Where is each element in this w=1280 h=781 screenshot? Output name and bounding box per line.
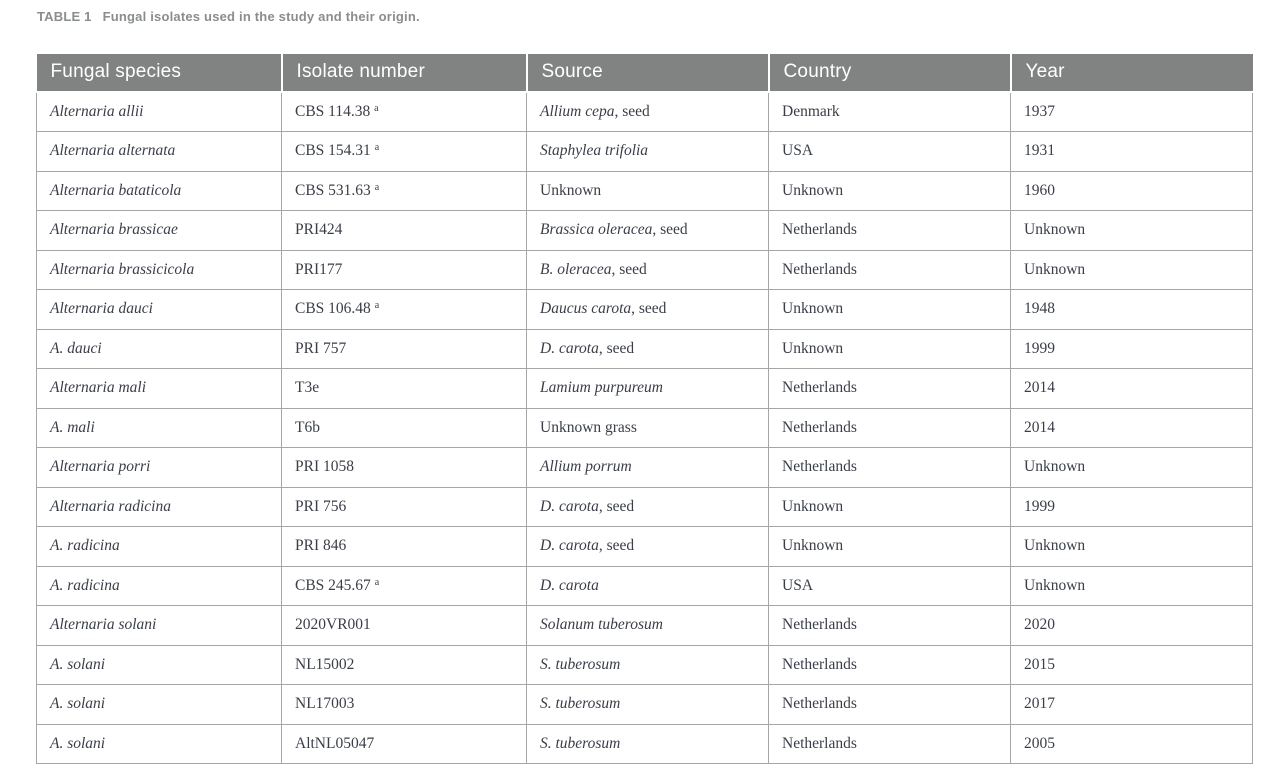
- column-header-year: Year: [1011, 54, 1253, 92]
- fungal-isolates-table: [36, 54, 1253, 764]
- country-cell: Netherlands: [769, 724, 1011, 764]
- table-caption-label: TABLE 1: [37, 9, 92, 24]
- year-cell: Unknown: [1011, 250, 1253, 290]
- table-row: [37, 171, 1253, 211]
- source-cell: [527, 369, 769, 409]
- source-cell: [527, 566, 769, 606]
- source-species-name: Daucus carota: [540, 300, 632, 318]
- source-cell: Allium cepa, seed: [527, 92, 769, 132]
- year-cell: Unknown: [1011, 448, 1253, 488]
- species-name: Alternaria allii: [50, 103, 144, 120]
- year-cell: 1931: [1011, 132, 1253, 172]
- species-cell: [37, 171, 282, 211]
- table-row: [37, 724, 1253, 764]
- species-cell: [37, 329, 282, 369]
- species-cell: [37, 645, 282, 685]
- country-cell: Unknown: [769, 290, 1011, 330]
- source-species-name: B. oleracea: [540, 260, 612, 278]
- table-row: [37, 211, 1253, 251]
- table-row: [37, 566, 1253, 606]
- isolate-footnote-marker: a: [374, 142, 380, 154]
- species-cell: [37, 211, 282, 251]
- source-cell: D. carota, seed: [527, 329, 769, 369]
- isolate-number-cell: T3e: [282, 369, 527, 409]
- source-species-name: Allium porrum: [540, 458, 632, 476]
- country-cell: Netherlands: [769, 448, 1011, 488]
- source-cell: [527, 606, 769, 646]
- species-cell: [37, 724, 282, 764]
- year-cell: 2005: [1011, 724, 1253, 764]
- year-cell: 2014: [1011, 408, 1253, 448]
- table-row: [37, 329, 1253, 369]
- source-species-name: S. tuberosum: [540, 655, 621, 673]
- isolate-number-cell: PRI 1058: [282, 448, 527, 488]
- species-cell: [37, 448, 282, 488]
- isolate-footnote-marker: a: [374, 181, 380, 193]
- species-name: Alternaria brassicae: [50, 221, 178, 239]
- year-cell: Unknown: [1011, 527, 1253, 567]
- species-cell: [37, 132, 282, 172]
- isolate-footnote-marker: a: [374, 300, 380, 312]
- year-cell: Unknown: [1011, 566, 1253, 606]
- source-cell: Unknown grass: [527, 408, 769, 448]
- table-header: [37, 54, 1253, 92]
- country-cell: Netherlands: [769, 606, 1011, 646]
- table-body: [37, 92, 1253, 764]
- source-cell: B. oleracea, seed: [527, 250, 769, 290]
- isolate-number-cell: NL15002: [282, 645, 527, 685]
- species-cell: [37, 408, 282, 448]
- table-caption-text: Fungal isolates used in the study and their origin.: [102, 9, 420, 24]
- country-cell: Netherlands: [769, 250, 1011, 290]
- country-cell: Unknown: [769, 527, 1011, 567]
- source-cell: Brassica oleracea, seed: [527, 211, 769, 251]
- source-cell: Unknown: [527, 171, 769, 211]
- table-row: [37, 369, 1253, 409]
- source-species-name: Lamium purpureum: [540, 379, 664, 397]
- table-row: [37, 408, 1253, 448]
- year-cell: 2015: [1011, 645, 1253, 685]
- isolate-footnote-marker: a: [374, 576, 380, 588]
- isolate-number-cell: CBS 154.31 $^a$: [282, 132, 527, 172]
- table-row: [37, 527, 1253, 567]
- isolate-number-cell: 2020VR001: [282, 606, 527, 646]
- species-cell: [37, 685, 282, 725]
- species-name: Alternaria mali: [50, 379, 147, 397]
- year-cell: 1948: [1011, 290, 1253, 330]
- isolate-number-cell: PRI 757: [282, 329, 527, 369]
- species-cell: [37, 527, 282, 567]
- source-cell: [527, 685, 769, 725]
- column-header-country: Country: [769, 54, 1011, 92]
- source-species-name: S. tuberosum: [540, 695, 621, 713]
- table-row: [37, 132, 1253, 172]
- source-cell: [527, 448, 769, 488]
- species-cell: [37, 369, 282, 409]
- isolate-number-cell: CBS 531.63 $^a$: [282, 171, 527, 211]
- table-row: [37, 606, 1253, 646]
- species-name: Alternaria dauci: [50, 300, 153, 318]
- isolate-number-cell: T6b: [282, 408, 527, 448]
- column-header-isolate-number: Isolate number: [282, 54, 527, 92]
- species-name: Alternaria bataticola: [50, 181, 182, 199]
- country-cell: Netherlands: [769, 645, 1011, 685]
- isolate-number-cell: PRI 756: [282, 487, 527, 527]
- source-cell: D. carota, seed: [527, 487, 769, 527]
- table-row: [37, 250, 1253, 290]
- species-name: Alternaria alternata: [50, 142, 176, 160]
- table-row: [37, 92, 1253, 132]
- source-species-name: D. carota: [540, 339, 599, 357]
- country-cell: Denmark: [769, 92, 1011, 132]
- species-name: Alternaria porri: [50, 458, 151, 476]
- table-row: [37, 290, 1253, 330]
- species-name: A. radicina: [50, 576, 120, 594]
- table-row: [37, 645, 1253, 685]
- species-name: A. dauci: [50, 339, 102, 357]
- source-cell: [527, 132, 769, 172]
- source-species-name: D. carota: [540, 537, 599, 555]
- species-name: A. solani: [50, 655, 106, 673]
- year-cell: 2017: [1011, 685, 1253, 725]
- isolate-number-cell: PRI177: [282, 250, 527, 290]
- species-cell: [37, 290, 282, 330]
- species-cell: [37, 487, 282, 527]
- country-cell: Unknown: [769, 171, 1011, 211]
- source-cell: Daucus carota, seed: [527, 290, 769, 330]
- year-cell: 1960: [1011, 171, 1253, 211]
- species-name: A. mali: [50, 418, 95, 436]
- source-species-name: D. carota: [540, 497, 599, 515]
- country-cell: Unknown: [769, 487, 1011, 527]
- isolate-number-cell: AltNL05047: [282, 724, 527, 764]
- species-name: A. radicina: [50, 537, 120, 555]
- country-cell: Netherlands: [769, 408, 1011, 448]
- isolate-number-cell: CBS 245.67 $^a$: [282, 566, 527, 606]
- country-cell: Netherlands: [769, 685, 1011, 725]
- source-cell: D. carota, seed: [527, 527, 769, 567]
- source-species-name: D. carota: [540, 576, 599, 594]
- year-cell: 1999: [1011, 329, 1253, 369]
- country-cell: USA: [769, 566, 1011, 606]
- isolate-number-cell: PRI424: [282, 211, 527, 251]
- source-cell: [527, 724, 769, 764]
- year-cell: Unknown: [1011, 211, 1253, 251]
- source-species-name: Brassica oleracea: [540, 221, 653, 239]
- species-name: Alternaria radicina: [50, 497, 171, 515]
- year-cell: 1937: [1011, 92, 1253, 132]
- species-name: A. solani: [50, 695, 106, 713]
- country-cell: Unknown: [769, 329, 1011, 369]
- source-cell: [527, 645, 769, 685]
- table-row: [37, 448, 1253, 488]
- species-cell: [37, 566, 282, 606]
- year-cell: 1999: [1011, 487, 1253, 527]
- year-cell: 2014: [1011, 369, 1253, 409]
- isolate-footnote-marker: a: [374, 103, 379, 114]
- species-cell: [37, 250, 282, 290]
- table-row: [37, 685, 1253, 725]
- table-header-row: [37, 54, 1253, 92]
- isolate-number-cell: CBS 106.48 $^a$: [282, 290, 527, 330]
- isolate-number-cell: NL17003: [282, 685, 527, 725]
- source-species-name: S. tuberosum: [540, 734, 621, 752]
- source-species-name: Solanum tuberosum: [540, 616, 663, 634]
- table-caption: [37, 9, 420, 24]
- source-species-name: Allium cepa: [540, 103, 615, 120]
- table-row: [37, 487, 1253, 527]
- species-name: Alternaria brassicicola: [50, 260, 195, 278]
- species-name: Alternaria solani: [50, 616, 157, 634]
- country-cell: Netherlands: [769, 211, 1011, 251]
- country-cell: Netherlands: [769, 369, 1011, 409]
- source-species-name: Staphylea trifolia: [540, 142, 649, 160]
- year-cell: 2020: [1011, 606, 1253, 646]
- isolate-number-cell: CBS 114.38 $^a$: [282, 92, 527, 132]
- species-cell: [37, 606, 282, 646]
- country-cell: USA: [769, 132, 1011, 172]
- species-cell: [37, 92, 282, 132]
- species-name: A. solani: [50, 734, 106, 752]
- table-container: [36, 54, 1252, 764]
- isolate-number-cell: PRI 846: [282, 527, 527, 567]
- column-header-fungal-species: Fungal species: [37, 54, 282, 92]
- column-header-source: Source: [527, 54, 769, 92]
